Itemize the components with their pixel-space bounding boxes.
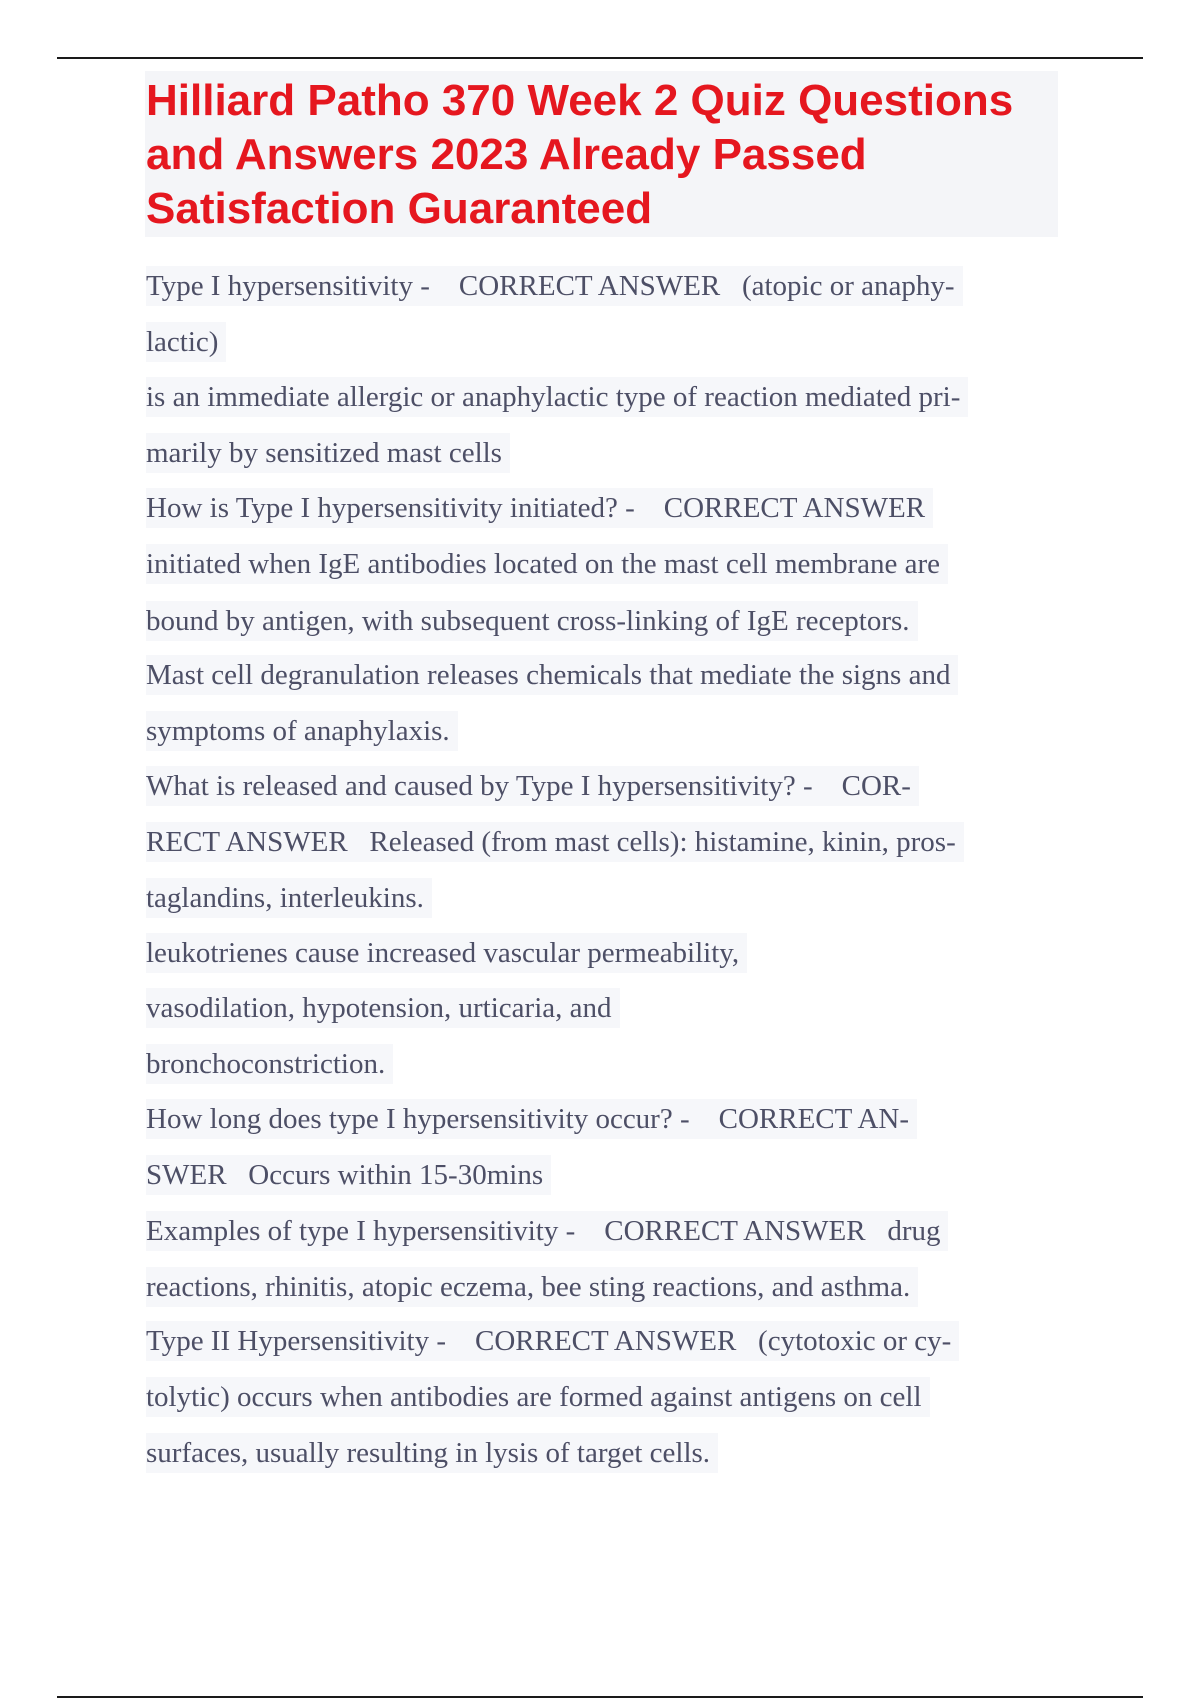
text-line: lactic) (146, 322, 226, 362)
text-line: What is released and caused by Type I hypersensitivity? - COR- (146, 766, 919, 806)
text-line: symptoms of anaphylaxis. (146, 711, 458, 751)
text-line: leukotrienes cause increased vascular permeability, (146, 933, 747, 973)
text-line: Examples of type I hypersensitivity - CORRECT ANSWER drug (146, 1211, 948, 1251)
text-line: surfaces, usually resulting in lysis of target cells. (146, 1433, 718, 1473)
text-line: is an immediate allergic or anaphylactic type of reaction mediated pri- (146, 377, 968, 417)
text-line: bound by antigen, with subsequent cross-linking of IgE receptors. (146, 601, 918, 641)
text-line: Mast cell degranulation releases chemicals that mediate the signs and (146, 655, 958, 695)
text-line: initiated when IgE antibodies located on the mast cell membrane are (146, 544, 948, 584)
text-line: How is Type I hypersensitivity initiated? - CORRECT ANSWER (146, 488, 933, 528)
text-line: taglandins, interleukins. (146, 878, 432, 918)
text-line: bronchoconstriction. (146, 1044, 393, 1084)
text-line: How long does type I hypersensitivity occur? - CORRECT AN- (146, 1099, 917, 1139)
text-line: tolytic) occurs when antibodies are formed against antigens on cell (146, 1377, 930, 1417)
text-line: Type II Hypersensitivity - CORRECT ANSWER (cytotoxic or cy- (146, 1321, 959, 1361)
bottom-rule (57, 1696, 1143, 1698)
text-line: Type I hypersensitivity - CORRECT ANSWER (atopic or anaphy- (146, 266, 963, 306)
text-line: RECT ANSWER Released (from mast cells): histamine, kinin, pros- (146, 822, 964, 862)
document-title: Hilliard Patho 370 Week 2 Quiz Questions and Answers 2023 Already Passed Satisfaction Guaranteed (146, 76, 1014, 233)
text-line: reactions, rhinitis, atopic eczema, bee sting reactions, and asthma. (146, 1267, 918, 1307)
top-rule (57, 57, 1143, 59)
text-line: vasodilation, hypotension, urticaria, and (146, 988, 620, 1028)
text-line: marily by sensitized mast cells (146, 433, 510, 473)
text-line: SWER Occurs within 15-30mins (146, 1155, 551, 1195)
